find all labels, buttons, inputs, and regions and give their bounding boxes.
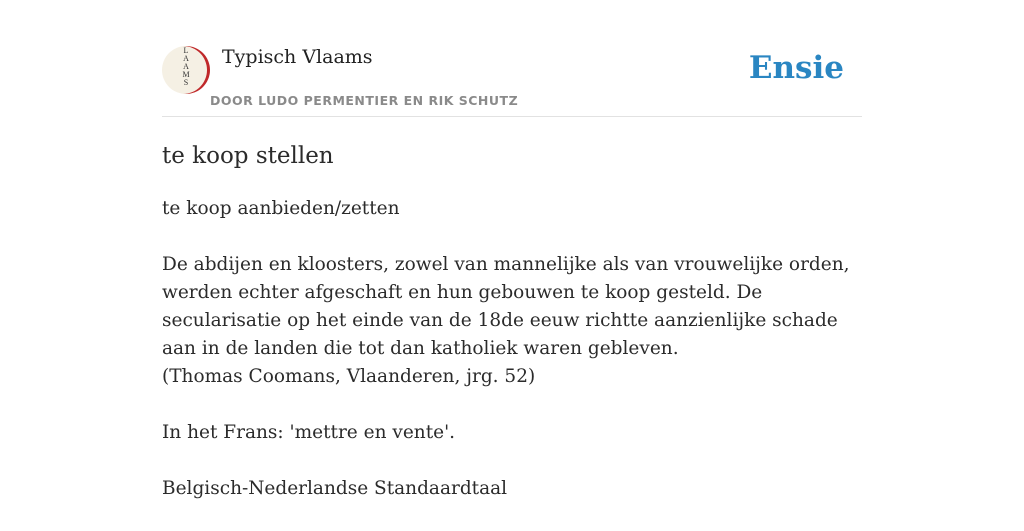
- page-container: [162, 0, 862, 531]
- book-logo[interactable]: [162, 46, 210, 94]
- entry-example: [162, 251, 862, 391]
- logo-letter: A: [183, 54, 189, 63]
- entry-category: Belgisch-Nederlandse Standaardtaal: [162, 478, 508, 499]
- example-text: De abdijen en kloosters, zowel van mannelijke als van vrouwelijke orden, werden echter afgeschaft en hun gebouwen te koop gesteld. De secularisatie op het einde van de 18de eeuw richtte aanzienlijke schade aan in de landen die tot dan katholiek waren gebleven.: [162, 254, 850, 359]
- book-authors: DOOR LUDO PERMENTIER EN RIK SCHUTZ: [210, 93, 519, 108]
- logo-letter: A: [183, 62, 189, 71]
- example-source: (Thomas Coomans, Vlaanderen, jrg. 52): [162, 366, 536, 387]
- entry-content: [162, 195, 862, 503]
- entry-definition: te koop aanbieden/zetten: [162, 198, 400, 219]
- brand-logo-link[interactable]: Ensie: [748, 50, 844, 86]
- book-header: [162, 0, 862, 117]
- entry-term: te koop stellen: [162, 143, 334, 169]
- entry-french-note: In het Frans: 'mettre en vente'.: [162, 422, 456, 443]
- logo-letter: M: [182, 70, 190, 79]
- logo-letter: S: [183, 78, 189, 87]
- logo-letter: L: [183, 46, 189, 55]
- book-title-link[interactable]: Typisch Vlaams: [222, 46, 373, 68]
